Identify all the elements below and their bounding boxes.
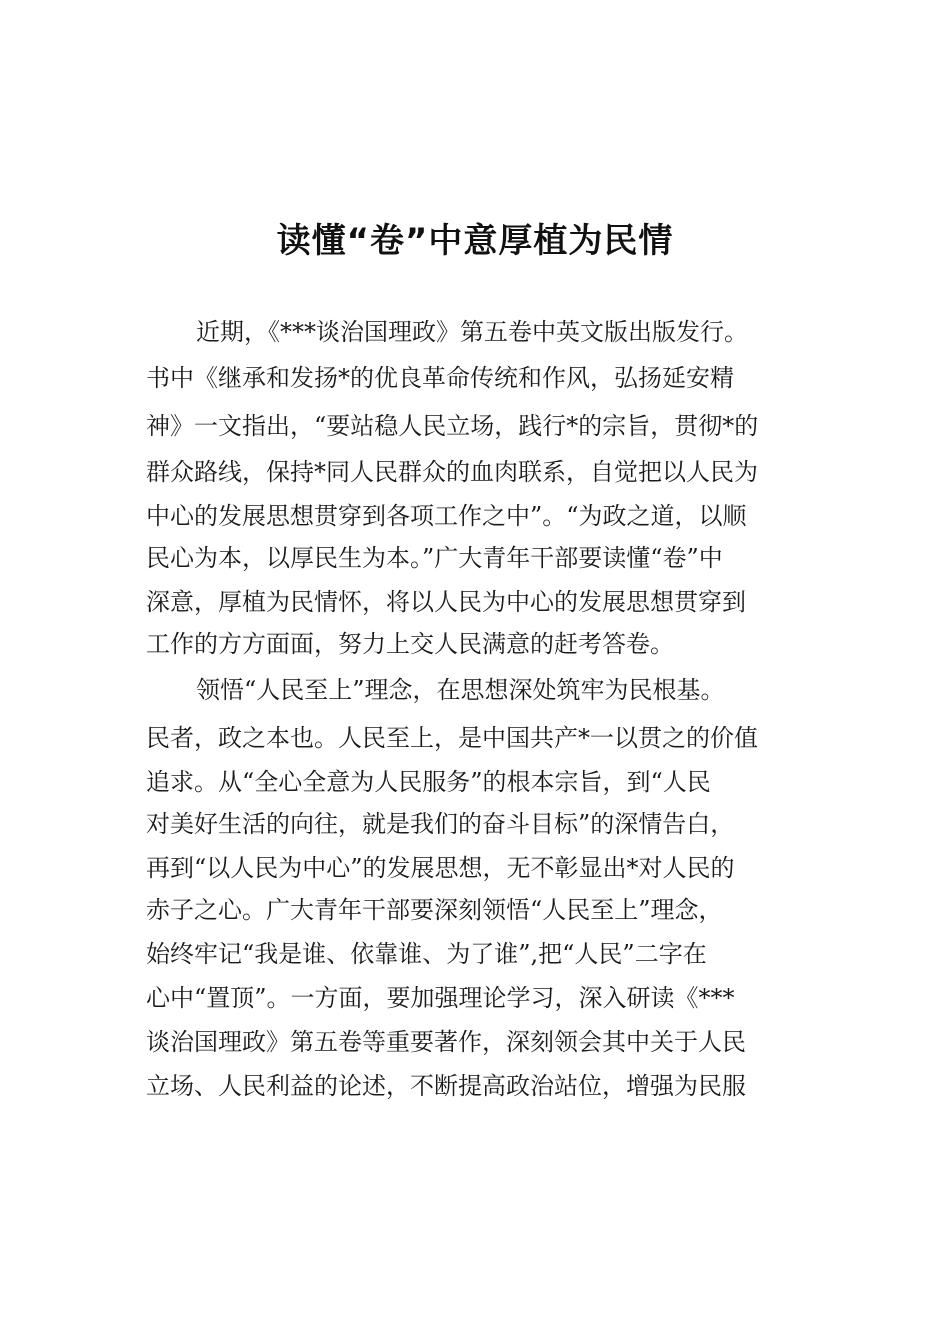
- paragraph-line: 中心的发展思想贯穿到各项工作之中”。“为政之道，以顺: [146, 502, 747, 530]
- paragraph-line: 群众路线，保持*同人民群众的血肉联系，自觉把以人民为: [146, 458, 758, 486]
- page-title: 读懂“卷”中意厚植为民情: [276, 221, 674, 261]
- paragraph-line: 始终牢记“我是谁、依靠谁、为了谁”,把“人民”二字在: [146, 940, 707, 968]
- paragraph-line: 深意，厚植为民情怀，将以人民为中心的发展思想贯穿到: [146, 588, 746, 616]
- paragraph-line: 民者，政之本也。人民至上，是中国共产*一以贯之的价值: [146, 724, 758, 752]
- paragraph-line: 民心为本，以厚民生为本。”广大青年干部要读懂“卷”中: [146, 544, 723, 572]
- paragraph-line: 立场、人民利益的论述，不断提高政治站位，增强为民服: [146, 1072, 746, 1100]
- paragraph-line: 领悟“人民至上”理念，在思想深处筑牢为民根基。: [196, 676, 725, 704]
- paragraph-line: 工作的方方面面，努力上交人民满意的赶考答卷。: [146, 630, 674, 658]
- paragraph-line: 赤子之心。广大青年干部要深刻领悟“人民至上”理念，: [146, 896, 723, 924]
- paragraph-line: 谈治国理政》第五卷等重要著作，深刻领会其中关于人民: [146, 1028, 746, 1056]
- paragraph-line: 神》一文指出，“要站稳人民立场，践行*的宗旨，贯彻*的: [146, 412, 759, 440]
- paragraph-line: 再到“以人民为中心”的发展思想，无不彰显出*对人民的: [146, 854, 735, 882]
- paragraph-line: 书中《继承和发扬*的优良革命传统和作风，弘扬延安精: [146, 364, 734, 392]
- paragraph-line: 对美好生活的向往，就是我们的奋斗目标”的深情告白，: [146, 810, 735, 838]
- paragraph-line: 近期，《***谈治国理政》第五卷中英文版出版发行。: [196, 318, 748, 346]
- paragraph-line: 追求。从“全心全意为人民服务”的根本宗旨，到“人民: [146, 768, 711, 796]
- paragraph-line: 心中“置顶”。一方面，要加强理论学习，深入研读《***: [146, 984, 735, 1012]
